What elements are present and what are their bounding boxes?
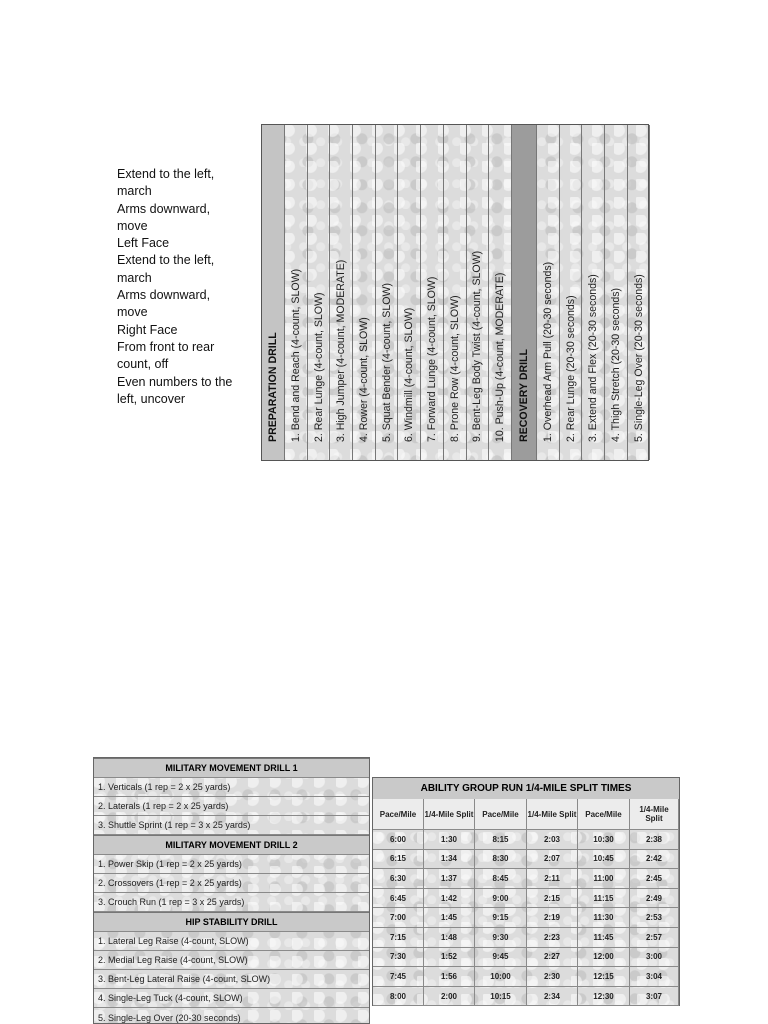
split-cell: 9:45 <box>475 948 527 968</box>
note-line: count, off <box>117 357 169 372</box>
note-line: From front to rear <box>117 339 215 354</box>
split-cell: 3:00 <box>630 948 679 968</box>
split-cell: 12:15 <box>578 967 630 987</box>
split-cell: 1:52 <box>424 948 475 968</box>
split-column-header: 1/4-Mile Split <box>424 799 475 830</box>
preparation-drill-item <box>330 125 353 460</box>
split-cell: 10:15 <box>475 987 527 1007</box>
split-cell: 9:00 <box>475 889 527 909</box>
split-cell: 7:30 <box>373 948 424 968</box>
preparation-drill-item-label: 2. Rear Lunge (4-count, SLOW) <box>312 292 325 442</box>
note-line: move <box>117 305 148 320</box>
drill-item: 2. Laterals (1 rep = 2 x 25 yards) <box>94 797 369 816</box>
preparation-drill-item <box>285 125 308 460</box>
split-cell: 2:11 <box>527 869 578 889</box>
preparation-drill-item <box>308 125 331 460</box>
split-cell: 6:15 <box>373 850 424 870</box>
split-cell: 2:34 <box>527 987 578 1007</box>
split-table-title: ABILITY GROUP RUN 1/4-MILE SPLIT TIMES <box>373 778 679 800</box>
drill-item: 3. Crouch Run (1 rep = 3 x 25 yards) <box>94 893 369 912</box>
note-line: Even numbers to the <box>117 374 233 389</box>
split-cell: 6:45 <box>373 889 424 909</box>
recovery-drill-item-label: 4. Thigh Stretch (20-30 seconds) <box>609 287 622 442</box>
split-cell: 1:56 <box>424 967 475 987</box>
split-cell: 11:15 <box>578 889 630 909</box>
split-cell: 12:30 <box>578 987 630 1007</box>
split-cell: 8:15 <box>475 830 527 850</box>
split-cell: 7:00 <box>373 908 424 928</box>
drill-item: 1. Lateral Leg Raise (4-count, SLOW) <box>94 932 369 951</box>
recovery-drill-header <box>512 125 537 460</box>
preparation-recovery-drill-table <box>261 124 649 461</box>
note-line: Left Face <box>117 236 170 251</box>
notes-text <box>117 166 257 408</box>
preparation-drill-item <box>489 125 512 460</box>
preparation-drill-item <box>399 125 422 460</box>
split-times-table <box>372 777 680 1006</box>
split-cell: 8:00 <box>373 987 424 1007</box>
split-cell: 2:42 <box>630 850 679 870</box>
note-line: Arms downward, <box>117 201 211 216</box>
split-cell: 9:15 <box>475 908 527 928</box>
preparation-drill-item-label: 8. Prone Row (4-count, SLOW) <box>448 295 461 442</box>
recovery-drill-item <box>605 125 628 460</box>
note-line: Right Face <box>117 322 178 337</box>
split-cell: 1:48 <box>424 928 475 948</box>
drill-item: 1. Power Skip (1 rep = 2 x 25 yards) <box>94 855 369 874</box>
drill-item: 4. Single-Leg Tuck (4-count, SLOW) <box>94 989 369 1008</box>
recovery-drill-header-label: RECOVERY DRILL <box>518 348 530 442</box>
split-cell: 1:42 <box>424 889 475 909</box>
drill-item: 2. Medial Leg Raise (4-count, SLOW) <box>94 951 369 970</box>
recovery-drill-item <box>628 125 651 460</box>
preparation-drill-header-label: PREPARATION DRILL <box>267 332 279 442</box>
split-cell: 3:07 <box>630 987 679 1007</box>
split-cell: 2:53 <box>630 908 679 928</box>
note-line: Extend to the left, <box>117 253 215 268</box>
note-line: march <box>117 184 152 199</box>
recovery-drill-item <box>537 125 560 460</box>
drill-section-title: MILITARY MOVEMENT DRILL 2 <box>94 835 369 855</box>
split-cell: 10:45 <box>578 850 630 870</box>
preparation-drill-item-label: 1. Bend and Reach (4-count, SLOW) <box>289 268 302 442</box>
split-cell: 2:00 <box>424 987 475 1007</box>
recovery-drill-item-label: 5. Single-Leg Over (20-30 seconds) <box>632 274 645 442</box>
recovery-drill-item <box>560 125 583 460</box>
split-cell: 2:07 <box>527 850 578 870</box>
split-cell: 2:57 <box>630 928 679 948</box>
split-cell: 2:03 <box>527 830 578 850</box>
recovery-drill-item <box>582 125 605 460</box>
preparation-drill-header <box>262 125 285 460</box>
military-movement-hip-stability-table <box>93 757 370 1024</box>
split-cell: 2:38 <box>630 830 679 850</box>
preparation-drill-item <box>376 125 399 460</box>
recovery-drill-item-label: 3. Extend and Flex (20-30 seconds) <box>587 274 600 442</box>
split-cell: 12:00 <box>578 948 630 968</box>
split-cell: 2:30 <box>527 967 578 987</box>
split-cell: 9:30 <box>475 928 527 948</box>
preparation-drill-item-label: 4. Rower (4-count, SLOW) <box>357 317 370 442</box>
split-cell: 1:30 <box>424 830 475 850</box>
split-cell: 11:30 <box>578 908 630 928</box>
note-line: Extend to the left, <box>117 167 215 181</box>
preparation-drill-item-label: 5. Squat Bender (4-count, SLOW) <box>380 283 393 442</box>
split-cell: 7:45 <box>373 967 424 987</box>
note-line: march <box>117 270 152 285</box>
preparation-drill-item <box>444 125 467 460</box>
split-cell: 10:30 <box>578 830 630 850</box>
split-cell: 1:45 <box>424 908 475 928</box>
drill-item: 2. Crossovers (1 rep = 2 x 25 yards) <box>94 874 369 893</box>
drill-item: 3. Bent-Leg Lateral Raise (4-count, SLOW) <box>94 970 369 989</box>
split-cell: 2:15 <box>527 889 578 909</box>
split-cell: 6:30 <box>373 869 424 889</box>
drill-section-title: MILITARY MOVEMENT DRILL 1 <box>94 758 369 778</box>
split-cell: 6:00 <box>373 830 424 850</box>
split-cell: 2:45 <box>630 869 679 889</box>
note-line: left, uncover <box>117 391 186 406</box>
split-column-header: Pace/Mile <box>578 799 630 830</box>
split-column-header: 1/4-Mile Split <box>527 799 578 830</box>
drill-section-title: HIP STABILITY DRILL <box>94 912 369 932</box>
split-cell: 2:27 <box>527 948 578 968</box>
preparation-drill-item-label: 3. High Jumper (4-count, MODERATE) <box>335 259 348 442</box>
split-cell: 8:30 <box>475 850 527 870</box>
recovery-drill-item-label: 1. Overhead Arm Pull (20-30 seconds) <box>541 261 554 442</box>
preparation-drill-item-label: 9. Bent-Leg Body Twist (4-count, SLOW) <box>471 250 484 442</box>
split-column-header: 1/4-Mile Split <box>630 799 679 830</box>
preparation-drill-item <box>421 125 444 460</box>
preparation-drill-item-label: 6. Windmill (4-count, SLOW) <box>403 307 416 442</box>
drill-item: 3. Shuttle Sprint (1 rep = 3 x 25 yards) <box>94 816 369 835</box>
note-line: Arms downward, <box>117 288 211 303</box>
preparation-drill-item <box>353 125 376 460</box>
split-cell: 11:00 <box>578 869 630 889</box>
split-cell: 11:45 <box>578 928 630 948</box>
drill-item: 5. Single-Leg Over (20-30 seconds) <box>94 1009 369 1024</box>
note-line: move <box>117 218 148 233</box>
split-cell: 1:37 <box>424 869 475 889</box>
split-column-header: Pace/Mile <box>373 799 424 830</box>
split-cell: 8:45 <box>475 869 527 889</box>
split-cell: 3:04 <box>630 967 679 987</box>
preparation-drill-item <box>467 125 490 460</box>
preparation-drill-item-label: 10. Push-Up (4-count, MODERATE) <box>494 272 507 442</box>
split-cell: 10:00 <box>475 967 527 987</box>
preparation-drill-item-label: 7. Forward Lunge (4-count, SLOW) <box>426 276 439 442</box>
split-cell: 1:34 <box>424 850 475 870</box>
split-cell: 2:23 <box>527 928 578 948</box>
split-cell: 7:15 <box>373 928 424 948</box>
split-column-header: Pace/Mile <box>475 799 527 830</box>
split-cell: 2:49 <box>630 889 679 909</box>
split-cell: 2:19 <box>527 908 578 928</box>
drill-item: 1. Verticals (1 rep = 2 x 25 yards) <box>94 778 369 797</box>
recovery-drill-item-label: 2. Rear Lunge (20-30 seconds) <box>564 295 577 442</box>
